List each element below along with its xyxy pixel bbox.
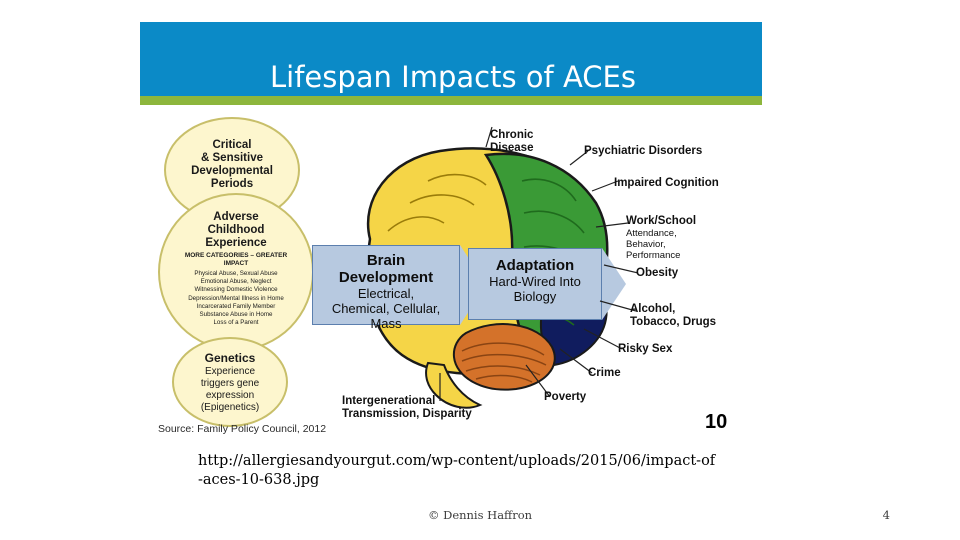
ace-item: Physical Abuse, Sexual Abuse — [194, 270, 278, 277]
critical-line-4: Periods — [210, 178, 254, 190]
outcome-crime: Crime — [588, 367, 621, 379]
outcome-psychiatric-disorders: Psychiatric Disorders — [584, 145, 703, 157]
brain-dev-detail: Electrical, — [357, 286, 415, 301]
outcome-risky-sex: Risky Sex — [618, 343, 673, 355]
outcome-impaired-cognition: Impaired Cognition — [614, 177, 719, 189]
ace-item: Emotional Abuse, Neglect — [200, 278, 272, 286]
genetics-item: Experience — [204, 366, 256, 377]
slide-footer-copyright: © Dennis Haffron — [427, 508, 533, 522]
genetics-heading: Genetics — [204, 351, 256, 365]
genetics-item: triggers gene — [200, 378, 260, 389]
ace-item: Witnessing Domestic Violence — [194, 286, 278, 294]
ace-line-2: Childhood — [207, 224, 265, 236]
outcome-obesity: Obesity — [636, 267, 679, 279]
figure-header-accent-bar — [140, 96, 762, 105]
outcome-intergenerational-transmission: Intergenerational Transmission, Disparity — [342, 395, 472, 420]
adaptation-title: Adaptation — [495, 257, 575, 274]
adaptation-detail: Hard-Wired Into — [489, 274, 581, 289]
adaptation-detail: Biology — [513, 289, 557, 304]
figure-slide-number: 10 — [705, 411, 728, 433]
caption-line-2: -aces-10-638.jpg — [198, 472, 320, 488]
ace-line-1: Adverse — [213, 211, 259, 223]
figure-title: Lifespan Impacts of ACEs — [270, 60, 636, 94]
critical-line-2: & Sensitive — [201, 152, 263, 164]
caption-line-1: http://allergiesandyourgut.com/wp-content/uploads/2015/06/impact-of — [198, 453, 716, 469]
outcome-alcohol-tobacco-drugs: Alcohol, Tobacco, Drugs — [630, 303, 717, 328]
outcome-work-school: Work/School Attendance, Behavior, Performance — [626, 215, 697, 261]
critical-line-1: Critical — [212, 139, 252, 151]
figure-body — [140, 105, 762, 444]
ace-item: Loss of a Parent — [213, 319, 259, 327]
slide-page-number: 4 — [882, 508, 890, 522]
brain-dev-title2: Development — [338, 269, 434, 286]
image-source-caption — [198, 452, 778, 490]
ace-item: Incarcerated Family Member — [196, 302, 276, 310]
brain-dev-detail: Mass — [370, 316, 402, 331]
ace-item: Substance Abuse in Home — [199, 311, 273, 319]
genetics-item: expression — [205, 390, 255, 401]
brain-dev-detail: Chemical, Cellular, — [331, 301, 441, 316]
figure-impact-of-aces — [140, 22, 762, 444]
figure-source: Source: Family Policy Council, 2012 — [158, 423, 327, 435]
critical-line-3: Developmental — [191, 165, 273, 177]
outcome-poverty: Poverty — [544, 391, 587, 403]
brain-dev-title: Brain — [366, 252, 406, 269]
ace-subheading: MORE CATEGORIES – GREATER IMPACT — [184, 252, 288, 267]
ace-line-3: Experience — [205, 237, 267, 249]
genetics-item: (Epigenetics) — [200, 402, 260, 413]
outcome-chronic-disease: Chronic Disease — [490, 129, 534, 154]
ace-item: Depression/Mental Illness in Home — [188, 294, 284, 302]
